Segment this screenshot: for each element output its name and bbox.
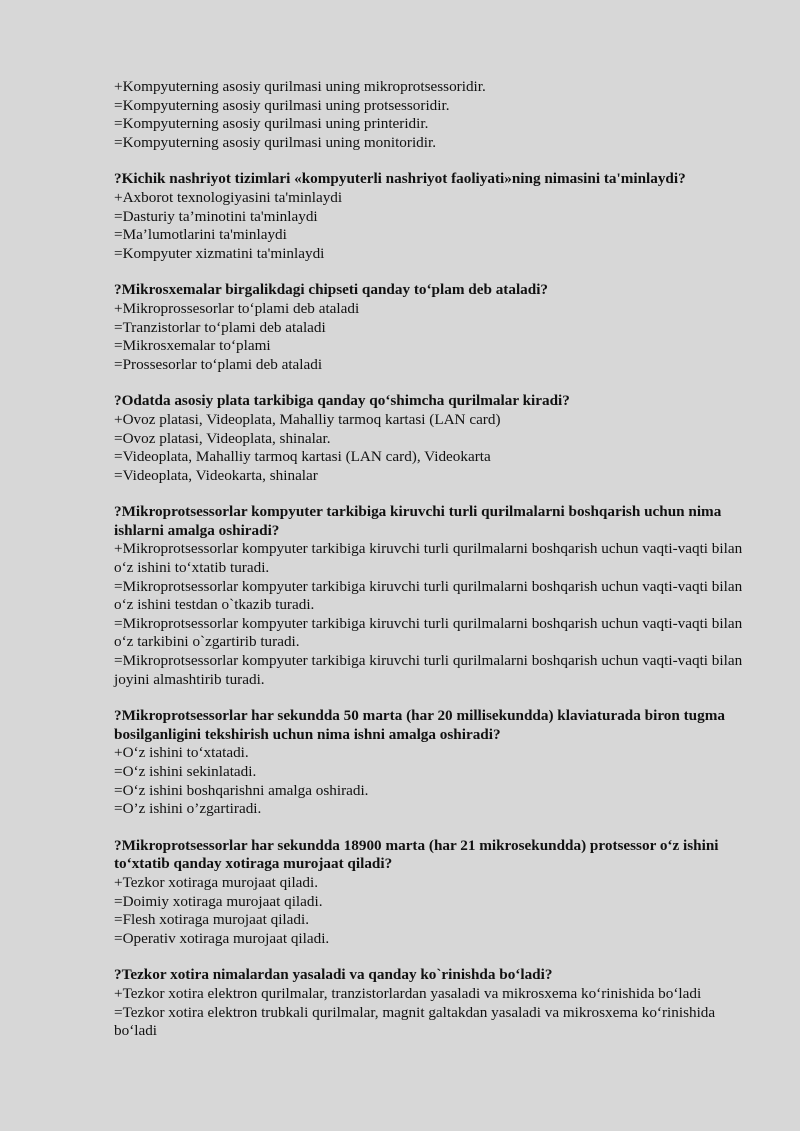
answer-option: =Doimiy xotiraga murojaat qiladi. <box>114 892 323 910</box>
answer-option: =Ovoz platasi, Videoplata, shinalar. <box>114 429 331 447</box>
answer-option: =Mikrosxemalar to‘plami <box>114 337 271 355</box>
answer-option: =Mikroprotsessorlar kompyuter tarkibiga kiruvchi turli qurilmalarni boshqarish uchun vaqti-vaqti bilan o‘z ishini testdan o`tkazib turadi. <box>114 577 743 614</box>
answer-option: =O’z ishini o’zgartiradi. <box>114 800 262 818</box>
question-block <box>114 503 760 689</box>
answer-option: =Flesh xotiraga murojaat qiladi. <box>114 911 309 929</box>
answer-list <box>114 300 760 374</box>
answer-list <box>114 411 760 485</box>
answer-option: =Dasturiy ta’minotini ta'minlaydi <box>114 207 318 225</box>
answer-option: =Ma’lumotlarini ta'minlaydi <box>114 226 287 244</box>
answer-option: +Mikroprossesorlar to‘plami deb ataladi <box>114 299 360 317</box>
question-text: ?Odatda asosiy plata tarkibiga qanday qo‘shimcha qurilmalar kiradi? <box>114 392 570 410</box>
question-block <box>114 837 760 949</box>
answer-option: =Kompyuterning asosiy qurilmasi uning monitoridir. <box>114 133 436 151</box>
answer-option: =Mikroprotsessorlar kompyuter tarkibiga kiruvchi turli qurilmalarni boshqarish uchun vaqti-vaqti bilan joyini almashtirib turadi. <box>114 652 743 688</box>
answer-option: +Axborot texnologiyasini ta'minlaydi <box>114 188 343 206</box>
question-text: ?Mikrosxemalar birgalikdagi chipseti qanday to‘plam deb ataladi? <box>114 281 549 299</box>
question-block <box>114 707 760 819</box>
answer-option: =Kompyuterning asosiy qurilmasi uning printeridir. <box>114 115 429 133</box>
question-block <box>114 966 760 1040</box>
answer-list <box>114 540 760 689</box>
answer-option: =Kompyuter xizmatini ta'minlaydi <box>114 244 325 262</box>
answer-option: +Tezkor xotiraga murojaat qiladi. <box>114 873 319 891</box>
answer-list <box>114 744 760 818</box>
answer-option: +Kompyuterning asosiy qurilmasi uning mikroprotsessoridir. <box>114 78 486 95</box>
answer-option: +Ovoz platasi, Videoplata, Mahalliy tarmoq kartasi (LAN card) <box>114 410 501 428</box>
question-text: ?Mikroprotsessorlar har sekundda 50 marta (har 20 millisekundda) klaviaturada biron tugma bosilganligini tekshirish uchun nima ishni amalga oshiradi? <box>114 707 725 743</box>
answer-option: =Prossesorlar to‘plami deb ataladi <box>114 355 323 373</box>
answer-list <box>114 874 760 948</box>
question-text: ?Tezkor xotira nimalardan yasaladi va qanday ko`rinishda bo‘ladi? <box>114 966 553 984</box>
answer-option: =Tranzistorlar to‘plami deb ataladi <box>114 318 326 336</box>
answer-option: =O‘z ishini sekinlatadi. <box>114 763 257 780</box>
question-block <box>114 170 760 263</box>
answer-option: =Videoplata, Mahalliy tarmoq kartasi (LAN card), Videokarta <box>114 448 491 466</box>
question-block <box>114 281 760 374</box>
question-text: ?Mikroprotsessorlar har sekundda 18900 marta (har 21 mikrosekundda) protsessor o‘z ishini to‘xtatib qanday xotiraga murojaat qiladi? <box>114 836 719 873</box>
answer-option: =Mikroprotsessorlar kompyuter tarkibiga kiruvchi turli qurilmalarni boshqarish uchun vaqti-vaqti bilan o‘z tarkibini o`zgartirib turadi. <box>114 614 743 651</box>
answer-list <box>114 985 760 1041</box>
question-text: ?Mikroprotsessorlar kompyuter tarkibiga kiruvchi turli qurilmalarni boshqarish uchun nima ishlarni amalga oshiradi? <box>114 503 722 539</box>
answer-option: +Tezkor xotira elektron qurilmalar, tranzistorlardan yasaladi va mikrosxema ko‘rinishida bo‘ladi <box>114 984 702 1002</box>
question-text: ?Kichik nashriyot tizimlari «kompyuterli nashriyot faoliyati»ning nimasini ta'minlaydi? <box>114 170 686 188</box>
answer-list <box>114 189 760 263</box>
top-answer-block <box>114 78 760 152</box>
answer-option: =Operativ xotiraga murojaat qiladi. <box>114 929 330 947</box>
answer-option: =O‘z ishini boshqarishni amalga oshiradi. <box>114 781 369 799</box>
answer-option: =Kompyuterning asosiy qurilmasi uning protsessoridir. <box>114 96 450 114</box>
question-block <box>114 392 760 485</box>
answer-option: +O‘z ishini to‘xtatadi. <box>114 744 249 762</box>
answer-option: +Mikroprotsessorlar kompyuter tarkibiga kiruvchi turli qurilmalarni boshqarish uchun vaqti-vaqti bilan o‘z ishini to‘xtatib turadi. <box>114 540 743 577</box>
answer-option: =Tezkor xotira elektron trubkali qurilmalar, magnit galtakdan yasaladi va mikrosxema ko‘rinishida bo‘ladi <box>114 1003 716 1040</box>
answer-option: =Videoplata, Videokarta, shinalar <box>114 466 318 484</box>
